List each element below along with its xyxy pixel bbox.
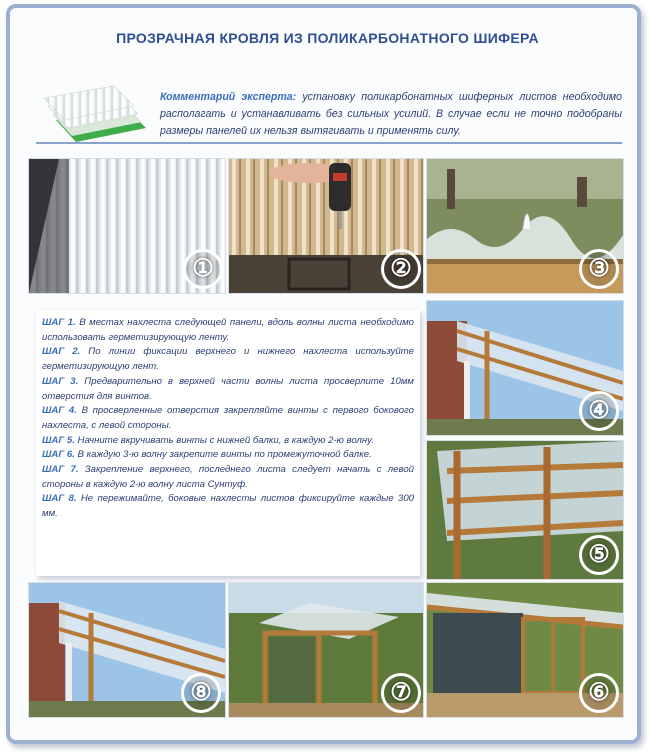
step-text: Начните вкручивать винты с нижней балки, в каждую 2-ю волну. <box>74 434 374 446</box>
photo-step-6 <box>426 582 624 718</box>
page-frame <box>6 4 641 744</box>
step-number-badge: ④ <box>579 391 619 431</box>
step-label: ШАГ 8. <box>42 493 77 505</box>
step-text: Не пережимайте, боковые нахлесты листов фиксируйте каждые 300 мм. <box>42 493 414 520</box>
step-label: ШАГ 6. <box>42 449 75 461</box>
photo-step-4 <box>426 300 624 436</box>
step-number-badge: ⑧ <box>181 673 221 713</box>
step-text: В местах нахлеста следующей панели, вдоль волны листа необходимо использовать герметизирующую ленту. <box>42 317 414 343</box>
step-label: ШАГ 1. <box>42 317 76 328</box>
step-number-badge: ③ <box>579 249 619 289</box>
step-label: ШАГ 4. <box>42 405 77 417</box>
step-3 <box>42 375 414 404</box>
step-text: В каждую 3-ю волну закрепите винты по промежуточной балке. <box>74 449 372 461</box>
step-label: ШАГ 3. <box>42 375 79 387</box>
step-5 <box>42 434 414 449</box>
photo-step-3 <box>426 158 624 294</box>
expert-comment-label: Комментарий эксперта: <box>160 90 297 103</box>
step-text: В просверленные отверстия закрепляйте винты с первого бокового нахлеста, с левой стороны. <box>42 405 414 431</box>
step-1 <box>42 316 414 345</box>
expert-comment <box>160 89 622 140</box>
step-text: По линии фиксации верхнего и нижнего нахлеста используйте герметизирующую лент. <box>42 346 414 373</box>
step-label: ШАГ 2. <box>42 346 81 358</box>
photo-step-8 <box>28 582 226 718</box>
step-number-badge: ⑤ <box>579 535 619 575</box>
steps-panel <box>36 310 420 576</box>
photo-step-1 <box>28 158 226 294</box>
polycarbonate-sheets-image <box>42 74 150 144</box>
step-number-badge: ① <box>183 249 223 289</box>
step-6 <box>42 448 414 463</box>
step-label: ШАГ 5. <box>42 434 75 446</box>
photo-step-5 <box>426 440 624 580</box>
step-8 <box>42 492 414 521</box>
step-2 <box>42 345 414 374</box>
step-number-badge: ② <box>381 249 421 289</box>
step-text: Закрепление верхнего, последнего листа следует начать с левой стороны в каждую 2-ю волну листа Сунтуф. <box>42 464 414 490</box>
step-number-badge: ⑦ <box>381 673 421 713</box>
photo-step-2 <box>228 158 424 294</box>
photo-step-7 <box>228 582 424 718</box>
expert-comment-block <box>36 64 622 144</box>
step-number-badge: ⑥ <box>579 673 619 713</box>
step-text: Предварительно в верхней части волны листа просверлите 10мм отверстия для винтов. <box>42 375 414 402</box>
step-4 <box>42 404 414 433</box>
page-title: ПРОЗРАЧНАЯ КРОВЛЯ ИЗ ПОЛИКАРБОНАТНОГО ШИФЕРА <box>116 30 539 46</box>
step-label: ШАГ 7. <box>42 464 79 476</box>
step-7 <box>42 463 414 492</box>
expert-comment-text: установку поликарбонатных шиферных листов необходимо располагать и устанавливать без сильных усилий. В случае если не точно подобраны размеры панелей их нельзя вытягивать и применять силу. <box>160 90 622 137</box>
